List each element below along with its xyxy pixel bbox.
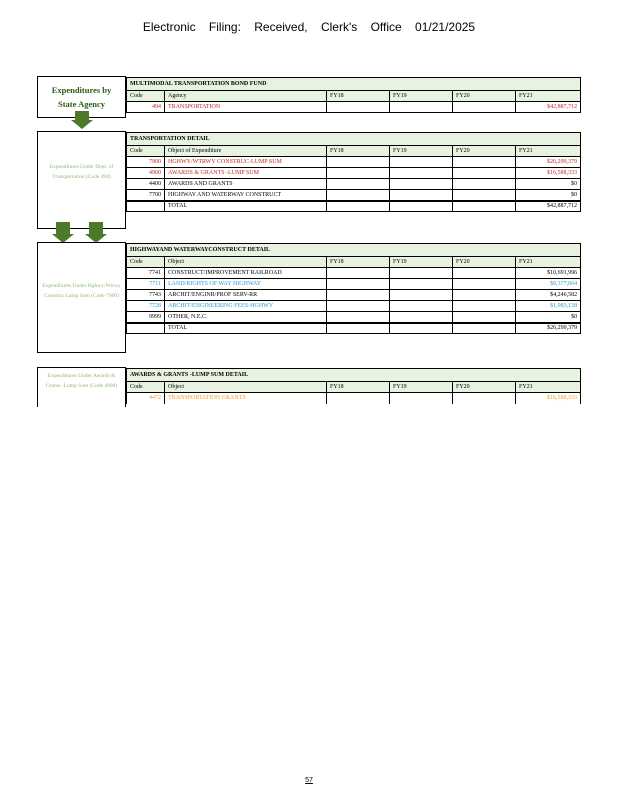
col-code: Code — [127, 382, 165, 393]
col-fy18: FY18 — [327, 91, 390, 102]
row-code: 494 — [127, 102, 165, 113]
row-fy21: $0 — [516, 190, 581, 201]
table-row — [127, 157, 581, 168]
col-fy19: FY19 — [390, 91, 453, 102]
row-desc: LAND/RIGHTS OF WAY HIGHWAY — [165, 279, 327, 290]
row-code: 7900 — [127, 157, 165, 168]
label-awards — [37, 367, 126, 407]
table-row — [127, 301, 581, 312]
table-row — [127, 279, 581, 290]
col-fy20: FY20 — [453, 257, 516, 268]
col-agency: Agency — [165, 91, 327, 102]
table-row — [127, 393, 581, 404]
filing-header: Electronic Filing: Received, Clerk's Office 01/21/2025 — [142, 20, 476, 34]
col-fy21: FY21 — [516, 257, 581, 268]
table-row — [127, 179, 581, 190]
col-fy21: FY21 — [516, 91, 581, 102]
row-code: 7741 — [127, 268, 165, 279]
row-desc: CONSTRUCT/IMPROVEMENT RAILROAD — [165, 268, 327, 279]
label-state-agency-text: Expenditures by State Agency — [51, 85, 112, 109]
row-fy21: $26,299,379 — [516, 157, 581, 168]
table-multimodal — [126, 77, 581, 113]
col-fy20: FY20 — [453, 146, 516, 157]
total-label: TOTAL — [165, 201, 327, 212]
row-desc: OTHER, N.E.C. — [165, 312, 327, 323]
total-label: TOTAL — [165, 323, 327, 334]
section-title: TRANSPORTATION DETAIL — [127, 133, 581, 146]
col-code: Code — [127, 91, 165, 102]
row-fy21: $0 — [516, 312, 581, 323]
row-fy21: $1,983,138 — [516, 301, 581, 312]
row-fy21: $42,887,712 — [516, 102, 581, 113]
row-desc: HGHWY/WTRWY CONSTRUC-LUMP SUM — [165, 157, 327, 168]
row-fy21: $16,588,333 — [516, 393, 581, 404]
table-row — [127, 268, 581, 279]
col-fy20: FY20 — [453, 382, 516, 393]
col-object: Object of Expenditure — [165, 146, 327, 157]
col-code: Code — [127, 257, 165, 268]
row-code: 4472 — [127, 393, 165, 404]
row-code: 7728 — [127, 301, 165, 312]
total-fy21: $26,299,379 — [516, 323, 581, 334]
row-code: 7700 — [127, 190, 165, 201]
table-transportation-detail — [126, 132, 581, 212]
row-desc: HIGHWAY AND WATERWAY CONSTRUCT — [165, 190, 327, 201]
row-desc: ARCHIT/ENGINR/PROF SERV-RR — [165, 290, 327, 301]
table-row — [127, 290, 581, 301]
col-fy21: FY21 — [516, 382, 581, 393]
table-highway-detail — [126, 243, 581, 334]
label-hghwy-text: Expenditures Under Hghwy/Wtrwy Construc Lump Sum (Code 7900) — [42, 283, 121, 299]
col-fy19: FY19 — [390, 146, 453, 157]
row-fy21: $10,691,996 — [516, 268, 581, 279]
table-row — [127, 312, 581, 323]
row-code: 9999 — [127, 312, 165, 323]
row-desc: TRANSPORTATION GRANTS — [165, 393, 327, 404]
section-title: AWARDS & GRANTS -LUMP SUM DETAIL — [127, 369, 581, 382]
row-code: 7711 — [127, 279, 165, 290]
table-row — [127, 168, 581, 179]
row-code: 4900 — [127, 168, 165, 179]
row-fy21: $9,377,664 — [516, 279, 581, 290]
page-number: 57 — [305, 777, 313, 784]
table-awards-detail — [126, 368, 581, 404]
col-fy21: FY21 — [516, 146, 581, 157]
col-code: Code — [127, 146, 165, 157]
table-row — [127, 190, 581, 201]
section-title: MULTIMODAL TRANSPORTATION BOND FUND — [127, 78, 581, 91]
row-code: 4400 — [127, 179, 165, 190]
total-row — [127, 201, 581, 212]
row-code: 7743 — [127, 290, 165, 301]
col-fy18: FY18 — [327, 382, 390, 393]
label-dept-transport — [37, 131, 126, 229]
row-fy21: $4,246,582 — [516, 290, 581, 301]
col-object: Object — [165, 257, 327, 268]
row-fy21: $16,588,333 — [516, 168, 581, 179]
total-row — [127, 323, 581, 334]
total-fy21: $42,887,712 — [516, 201, 581, 212]
col-fy19: FY19 — [390, 257, 453, 268]
label-hghwy — [37, 242, 126, 353]
row-fy21: $0 — [516, 179, 581, 190]
section-title: HIGHWAYAND WATERWAYCONSTRUCT DETAIL — [127, 244, 581, 257]
row-desc: AWARDS & GRANTS -LUMP SUM — [165, 168, 327, 179]
row-desc: TRANSPORTATION — [165, 102, 327, 113]
col-object: Object — [165, 382, 327, 393]
row-desc: ARCHIT/ENGINEERING FEES-HGHWY — [165, 301, 327, 312]
table-row — [127, 102, 581, 113]
row-desc: AWARDS AND GRANTS — [165, 179, 327, 190]
col-fy18: FY18 — [327, 146, 390, 157]
col-fy19: FY19 — [390, 382, 453, 393]
label-awards-text: Expenditures Under Awards & Grants -Lump Sum (Code 4900) — [45, 373, 118, 389]
down-arrow-head-icon — [71, 120, 93, 129]
label-dept-transport-text: Expenditures Under Dept. of Transportation (Code 494) — [49, 164, 114, 180]
col-fy20: FY20 — [453, 91, 516, 102]
col-fy18: FY18 — [327, 257, 390, 268]
